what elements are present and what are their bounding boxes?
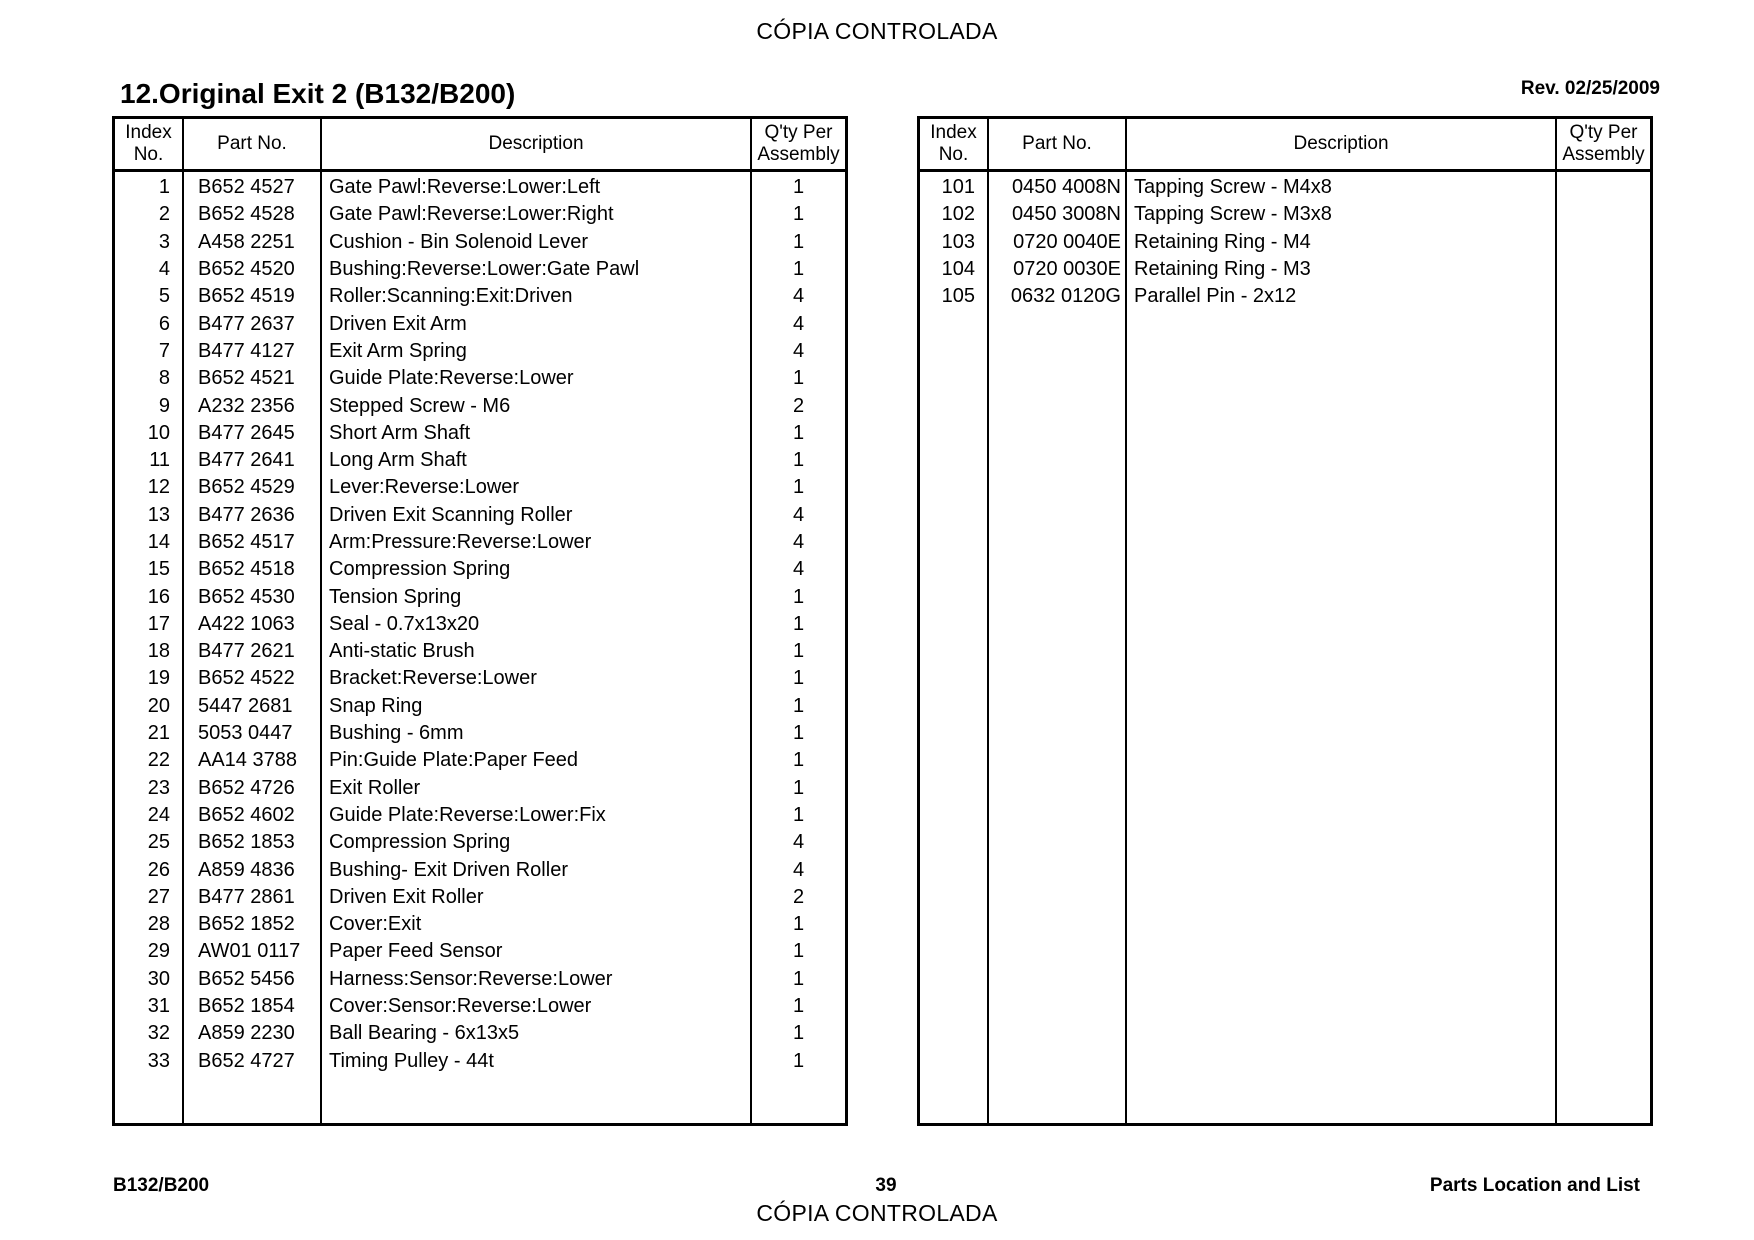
cell-qty: 1 <box>792 913 805 936</box>
table-row <box>920 229 1650 256</box>
cell-description: Parallel Pin - 2x12 <box>1134 285 1297 308</box>
cell-description: Bushing:Reverse:Lower:Gate Pawl <box>329 258 640 281</box>
cell-qty: 1 <box>792 612 805 635</box>
cell-description: Compression Spring <box>329 831 511 854</box>
table-row <box>115 502 845 529</box>
cell-part-no: AW01 0117 <box>198 940 301 963</box>
table-row <box>115 338 845 365</box>
cell-part-no: A859 2230 <box>198 1022 295 1045</box>
footer-section-title: Parts Location and List <box>1429 1175 1640 1196</box>
cell-index-no: 3 <box>158 230 170 253</box>
cell-part-no: B652 5456 <box>198 967 295 990</box>
header-index-no: Index No. <box>920 119 989 169</box>
table-row <box>115 938 845 965</box>
cell-qty: 1 <box>792 421 805 444</box>
table-row <box>115 665 845 692</box>
cell-part-no: B652 4726 <box>198 776 295 799</box>
cell-qty: 1 <box>792 258 805 281</box>
cell-index-no: 19 <box>147 667 170 690</box>
cell-part-no: B652 4517 <box>198 531 295 553</box>
cell-qty: 1 <box>792 476 805 499</box>
cell-part-no: 0720 0030E <box>1013 258 1121 281</box>
cell-index-no: 33 <box>147 1049 170 1072</box>
cell-qty: 1 <box>792 176 805 199</box>
cell-part-no: 5053 0447 <box>198 722 293 745</box>
controlled-copy-watermark-top: CÓPIA CONTROLADA <box>756 18 998 44</box>
table-row <box>115 611 845 638</box>
cell-qty: 1 <box>792 667 805 690</box>
table-row <box>115 201 845 228</box>
header-description: Description <box>322 119 752 169</box>
rows-container <box>920 172 1650 310</box>
cell-index-no: 25 <box>147 831 170 854</box>
cell-index-no: 32 <box>147 1022 170 1045</box>
table-row <box>115 693 845 720</box>
cell-description: Snap Ring <box>329 694 423 717</box>
cell-index-no: 101 <box>941 176 975 199</box>
cell-part-no: B652 4727 <box>198 1049 295 1072</box>
cell-index-no: 17 <box>147 612 170 635</box>
controlled-copy-watermark-bottom: CÓPIA CONTROLADA <box>756 1200 998 1226</box>
cell-description: Gate Pawl:Reverse:Lower:Left <box>329 176 601 199</box>
cell-index-no: 105 <box>941 285 975 308</box>
cell-qty: 4 <box>792 503 805 526</box>
cell-qty: 1 <box>792 1049 805 1072</box>
cell-description: Driven Exit Scanning Roller <box>329 503 573 526</box>
cell-description: Retaining Ring - M3 <box>1134 258 1311 281</box>
cell-description: Short Arm Shaft <box>329 421 471 444</box>
cell-description: Ball Bearing - 6x13x5 <box>329 1022 520 1045</box>
cell-part-no: 0450 3008N <box>1012 203 1121 226</box>
cell-qty: 4 <box>792 285 805 308</box>
cell-qty: 4 <box>792 339 805 362</box>
header-part-no: Part No. <box>989 119 1127 169</box>
parts-table-left <box>112 116 848 1126</box>
cell-description: Arm:Pressure:Reverse:Lower <box>329 531 592 553</box>
cell-description: Long Arm Shaft <box>329 449 467 472</box>
cell-index-no: 21 <box>147 722 170 745</box>
cell-index-no: 2 <box>158 203 170 226</box>
cell-part-no: 0450 4008N <box>1012 176 1121 199</box>
cell-part-no: B652 4521 <box>198 367 295 390</box>
cell-description: Bracket:Reverse:Lower <box>329 667 537 690</box>
table-row <box>920 174 1650 201</box>
cell-part-no: B652 1853 <box>198 831 295 854</box>
cell-index-no: 18 <box>147 640 170 663</box>
cell-description: Tension Spring <box>329 585 462 608</box>
cell-qty: 4 <box>792 858 805 881</box>
cell-index-no: 30 <box>147 967 170 990</box>
column-dividers <box>920 172 1650 1123</box>
cell-part-no: A458 2251 <box>198 230 295 253</box>
cell-index-no: 31 <box>147 995 170 1018</box>
table-body <box>115 172 845 1123</box>
header-qty-per-assembly: Q'ty Per Assembly <box>757 122 840 165</box>
table-row <box>115 993 845 1020</box>
table-row <box>115 911 845 938</box>
table-header <box>115 119 845 172</box>
cell-index-no: 13 <box>147 503 170 526</box>
cell-index-no: 5 <box>158 285 170 308</box>
table-row <box>920 256 1650 283</box>
cell-part-no: A859 4836 <box>198 858 295 881</box>
cell-description: Driven Exit Roller <box>329 885 484 908</box>
cell-qty: 1 <box>792 776 805 799</box>
cell-qty: 2 <box>792 885 805 908</box>
cell-index-no: 28 <box>147 913 170 936</box>
cell-description: Compression Spring <box>329 558 511 581</box>
cell-part-no: B652 4519 <box>198 285 295 308</box>
table-row <box>115 1048 845 1075</box>
table-row <box>115 829 845 856</box>
cell-qty: 4 <box>792 558 805 581</box>
cell-description: Pin:Guide Plate:Paper Feed <box>329 749 579 772</box>
cell-index-no: 27 <box>147 885 170 908</box>
cell-part-no: B652 1852 <box>198 913 295 936</box>
cell-part-no: B477 4127 <box>198 339 295 362</box>
cell-description: Seal - 0.7x13x20 <box>329 612 480 635</box>
table-row <box>115 856 845 883</box>
cell-part-no: B652 4529 <box>198 476 295 499</box>
cell-index-no: 6 <box>158 312 170 335</box>
table-row <box>115 966 845 993</box>
cell-description: Roller:Scanning:Exit:Driven <box>329 285 573 308</box>
cell-index-no: 4 <box>158 258 170 281</box>
cell-part-no: B652 4527 <box>198 176 295 199</box>
cell-description: Driven Exit Arm <box>329 312 467 335</box>
cell-qty: 1 <box>792 995 805 1018</box>
cell-description: Exit Arm Spring <box>329 339 467 362</box>
header-qty-per-assembly: Q'ty Per Assembly <box>1562 122 1645 165</box>
cell-qty: 1 <box>792 749 805 772</box>
cell-qty: 4 <box>792 531 805 553</box>
cell-index-no: 26 <box>147 858 170 881</box>
cell-description: Gate Pawl:Reverse:Lower:Right <box>329 203 614 226</box>
cell-index-no: 23 <box>147 776 170 799</box>
parts-table-right <box>917 116 1653 1126</box>
table-row <box>115 529 845 556</box>
cell-index-no: 8 <box>158 367 170 390</box>
cell-index-no: 9 <box>158 394 170 417</box>
cell-qty: 1 <box>792 940 805 963</box>
cell-description: Cover:Sensor:Reverse:Lower <box>329 995 592 1018</box>
revision-date: Rev. 02/25/2009 <box>1520 78 1660 99</box>
table-row <box>115 447 845 474</box>
cell-part-no: B477 2641 <box>198 449 295 472</box>
table-row <box>115 720 845 747</box>
cell-part-no: 0632 0120G <box>1010 285 1121 308</box>
table-row <box>115 583 845 610</box>
cell-index-no: 14 <box>147 531 170 553</box>
table-row <box>115 392 845 419</box>
page-title: 12.Original Exit 2 (B132/B200) <box>120 78 516 109</box>
cell-qty: 1 <box>792 367 805 390</box>
cell-part-no: B652 4530 <box>198 585 295 608</box>
table-row <box>115 365 845 392</box>
cell-description: Bushing- Exit Driven Roller <box>329 858 568 881</box>
cell-part-no: B652 4520 <box>198 258 295 281</box>
cell-qty: 1 <box>792 722 805 745</box>
rows-container <box>115 172 845 1075</box>
table-row <box>115 802 845 829</box>
cell-part-no: AA14 3788 <box>198 749 297 772</box>
cell-description: Tapping Screw - M3x8 <box>1134 203 1332 226</box>
cell-index-no: 22 <box>147 749 170 772</box>
cell-description: Paper Feed Sensor <box>329 940 503 963</box>
cell-description: Cover:Exit <box>329 913 422 936</box>
cell-qty: 4 <box>792 831 805 854</box>
cell-qty: 1 <box>792 585 805 608</box>
cell-index-no: 1 <box>158 176 170 199</box>
footer-page-number: 39 <box>875 1175 897 1196</box>
table-row <box>115 556 845 583</box>
header-part-no: Part No. <box>184 119 322 169</box>
cell-description: Anti-static Brush <box>329 640 475 663</box>
table-row <box>115 638 845 665</box>
cell-description: Tapping Screw - M4x8 <box>1134 176 1332 199</box>
table-row <box>115 256 845 283</box>
cell-qty: 1 <box>792 967 805 990</box>
cell-index-no: 24 <box>147 803 170 826</box>
table-row <box>920 201 1650 228</box>
table-row <box>115 310 845 337</box>
table-row <box>115 174 845 201</box>
cell-part-no: B477 2861 <box>198 885 295 908</box>
cell-qty: 1 <box>792 203 805 226</box>
table-body <box>920 172 1650 1123</box>
cell-part-no: B477 2621 <box>198 640 295 663</box>
header-index-no: Index No. <box>115 119 184 169</box>
cell-index-no: 11 <box>149 449 170 472</box>
cell-description: Guide Plate:Reverse:Lower <box>329 367 574 390</box>
cell-qty: 1 <box>792 803 805 826</box>
cell-qty: 1 <box>792 694 805 717</box>
cell-index-no: 102 <box>941 203 975 226</box>
cell-index-no: 103 <box>941 230 975 253</box>
cell-description: Retaining Ring - M4 <box>1134 230 1311 253</box>
table-row <box>115 775 845 802</box>
cell-description: Guide Plate:Reverse:Lower:Fix <box>329 803 606 826</box>
cell-qty: 1 <box>792 1022 805 1045</box>
cell-qty: 1 <box>792 230 805 253</box>
table-row <box>920 283 1650 310</box>
cell-part-no: B652 4528 <box>198 203 295 226</box>
cell-part-no: B652 4518 <box>198 558 295 581</box>
cell-index-no: 104 <box>941 258 975 281</box>
cell-part-no: B477 2637 <box>198 312 295 335</box>
table-row <box>115 474 845 501</box>
cell-qty: 4 <box>792 312 805 335</box>
table-row <box>115 420 845 447</box>
cell-part-no: B477 2645 <box>198 421 295 444</box>
cell-part-no: B477 2636 <box>198 503 295 526</box>
cell-index-no: 20 <box>147 694 170 717</box>
table-row <box>115 283 845 310</box>
cell-part-no: A232 2356 <box>198 394 295 417</box>
cell-index-no: 12 <box>147 476 170 499</box>
table-row <box>115 229 845 256</box>
cell-qty: 1 <box>792 449 805 472</box>
cell-description: Bushing - 6mm <box>329 722 464 745</box>
table-header <box>920 119 1650 172</box>
cell-description: Harness:Sensor:Reverse:Lower <box>329 967 613 990</box>
cell-description: Lever:Reverse:Lower <box>329 476 520 499</box>
cell-description: Cushion - Bin Solenoid Lever <box>329 230 589 253</box>
cell-description: Stepped Screw - M6 <box>329 394 511 417</box>
cell-index-no: 15 <box>147 558 170 581</box>
cell-index-no: 7 <box>158 339 170 362</box>
cell-part-no: A422 1063 <box>198 612 295 635</box>
header-description: Description <box>1127 119 1557 169</box>
table-row <box>115 747 845 774</box>
cell-part-no: B652 1854 <box>198 995 295 1018</box>
cell-description: Timing Pulley - 44t <box>329 1049 494 1072</box>
cell-description: Exit Roller <box>329 776 421 799</box>
cell-part-no: 5447 2681 <box>198 694 293 717</box>
cell-index-no: 10 <box>147 421 170 444</box>
cell-part-no: B652 4602 <box>198 803 295 826</box>
cell-qty: 2 <box>792 394 805 417</box>
cell-part-no: 0720 0040E <box>1013 230 1121 253</box>
footer-model: B132/B200 <box>113 1175 210 1196</box>
cell-index-no: 29 <box>147 940 170 963</box>
cell-qty: 1 <box>792 640 805 663</box>
cell-index-no: 16 <box>147 585 170 608</box>
cell-part-no: B652 4522 <box>198 667 295 690</box>
table-row <box>115 884 845 911</box>
table-row <box>115 1020 845 1047</box>
